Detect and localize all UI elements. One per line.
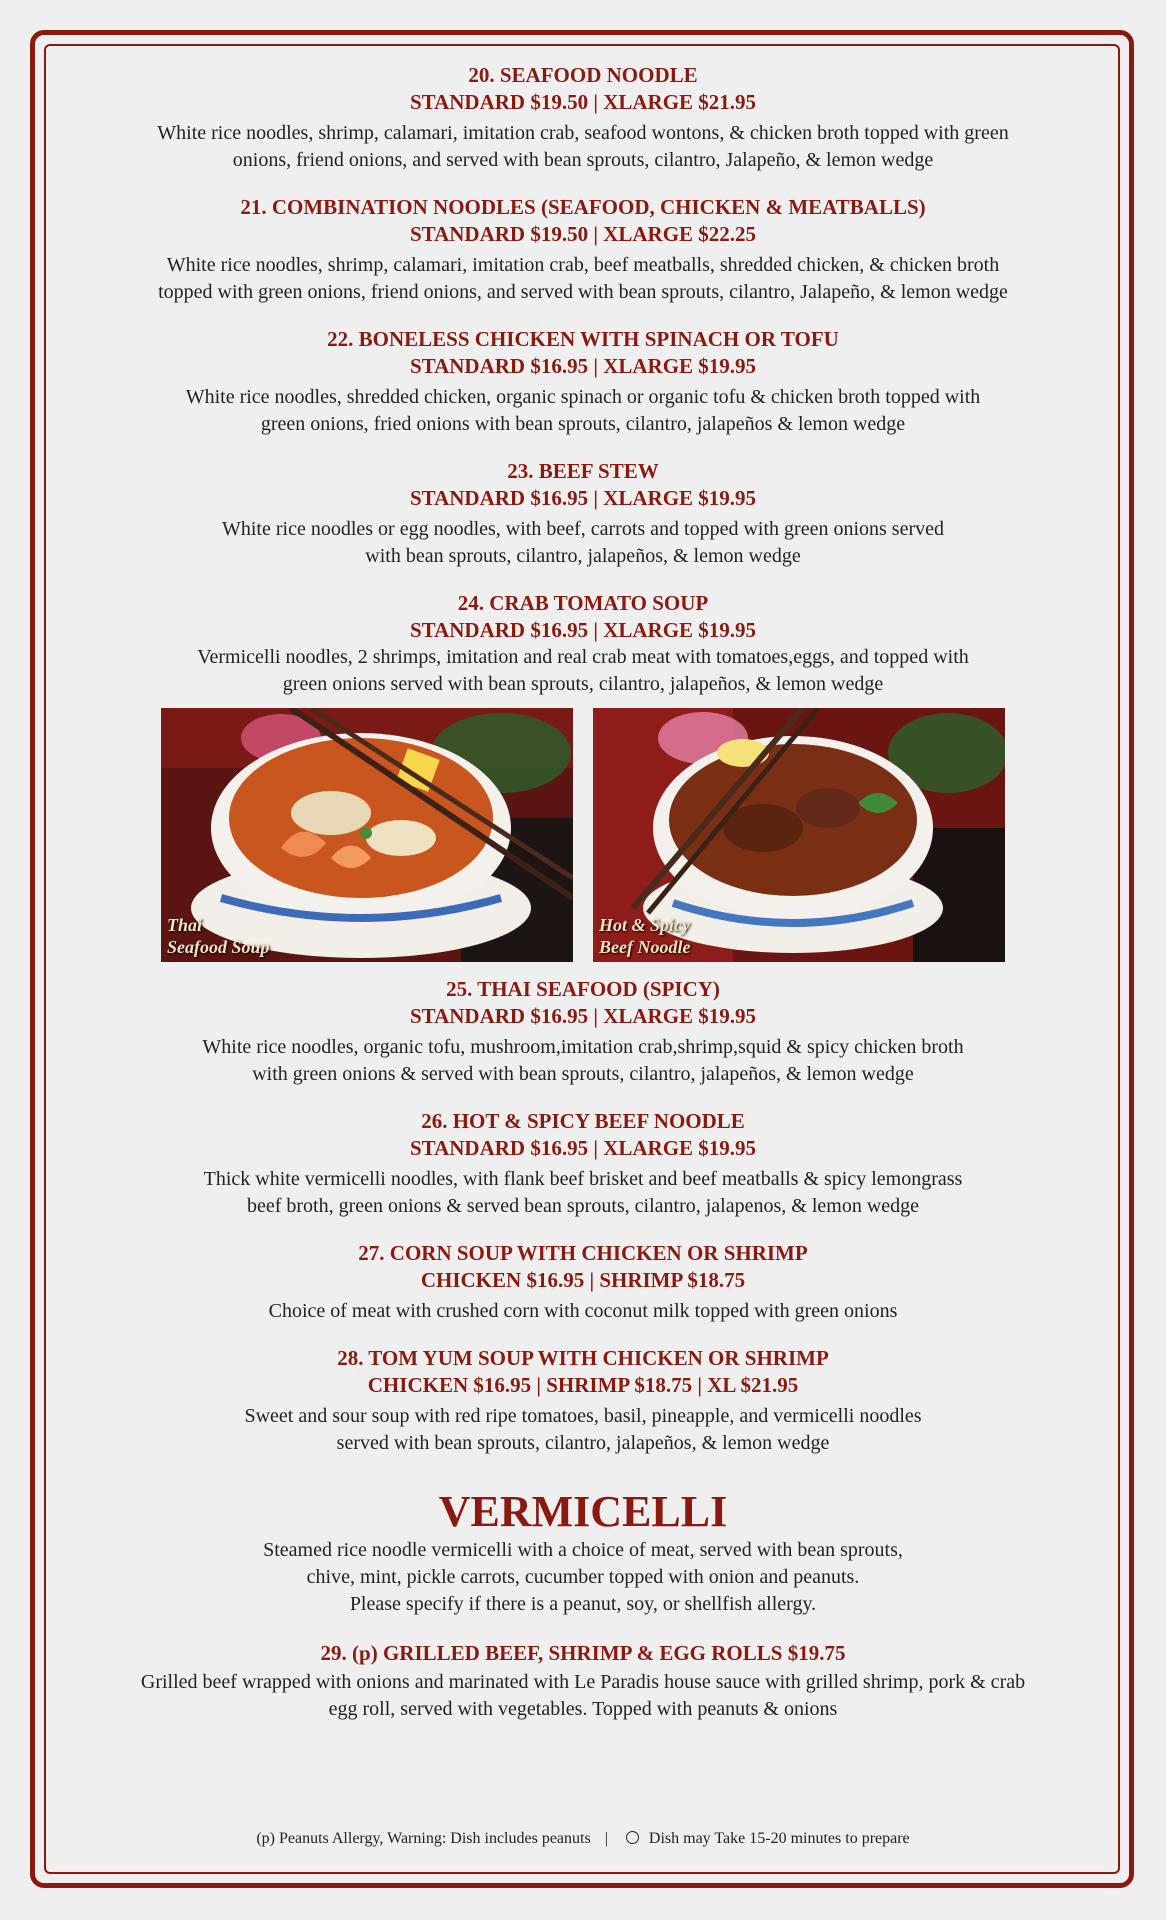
menu-item-28 [60, 1345, 1106, 1457]
item-price: STANDARD $16.95 | XLARGE $19.95 [409, 354, 757, 378]
item-title: 22. BONELESS CHICKEN WITH SPINACH OR TOFU [327, 327, 839, 351]
menu-item-24 [60, 590, 1106, 698]
menu-item-21 [60, 194, 1106, 306]
item-price: STANDARD $16.95 | XLARGE $19.95 [409, 1136, 757, 1160]
desc-line: White rice noodles, shredded chicken, organic spinach or organic tofu & chicken broth topped with [185, 386, 981, 408]
caption-line: Hot & Spicy [599, 915, 690, 935]
item-description [60, 1669, 1106, 1723]
item-description [60, 516, 1106, 570]
menu-item-26 [60, 1108, 1106, 1220]
photo-hot-spicy-beef-noodle [593, 708, 1005, 962]
item-description [60, 252, 1106, 306]
item-price: CHICKEN $16.95 | SHRIMP $18.75 [420, 1268, 746, 1292]
menu-item-27 [60, 1240, 1106, 1325]
menu-item-20 [60, 62, 1106, 174]
item-price: STANDARD $16.95 | XLARGE $19.95 [409, 618, 757, 642]
desc-line: egg roll, served with vegetables. Topped with peanuts & onions [328, 1698, 838, 1720]
desc-line: White rice noodles, shrimp, calamari, imitation crab, beef meatballs, shredded chicken, & chicken broth [166, 254, 1000, 276]
desc-line: topped with green onions, friend onions, and served with bean sprouts, cilantro, Jalapeño, & lemon wedge [158, 281, 1008, 303]
peanut-allergy-note: (p) Peanuts Allergy, Warning: Dish includes peanuts [256, 1830, 591, 1847]
item-price: CHICKEN $16.95 | SHRIMP $18.75 | XL $21.95 [367, 1373, 799, 1397]
item-description [60, 1034, 1106, 1088]
section-title-vermicelli: VERMICELLI [438, 1487, 728, 1536]
item-title: 27. CORN SOUP WITH CHICKEN OR SHRIMP [358, 1241, 808, 1265]
item-description [60, 1298, 1106, 1325]
item-title: 20. SEAFOOD NOODLE [468, 63, 698, 87]
item-description [60, 1403, 1106, 1457]
menu-item-25 [60, 976, 1106, 1088]
menu-footer [60, 1828, 1106, 1850]
photo-thai-seafood-soup [161, 708, 573, 962]
desc-line: White rice noodles, organic tofu, mushroom,imitation crab,shrimp,squid & spicy chicken broth [202, 1036, 964, 1058]
item-price: STANDARD $19.50 | XLARGE $21.95 [409, 90, 757, 114]
desc-line: green onions served with bean sprouts, cilantro, jalapeños, & lemon wedge [282, 673, 884, 695]
menu-item-23 [60, 458, 1106, 570]
desc-line: White rice noodles or egg noodles, with beef, carrots and topped with green onions served [221, 518, 944, 540]
desc-line: beef broth, green onions & served bean sprouts, cilantro, jalapenos, & lemon wedge [246, 1195, 920, 1217]
footer-separator: | [604, 1830, 608, 1847]
desc-line: Thick white vermicelli noodles, with flank beef brisket and beef meatballs & spicy lemongrass [203, 1168, 963, 1190]
item-title: 23. BEEF STEW [507, 459, 659, 483]
menu-item-22 [60, 326, 1106, 438]
desc-line: White rice noodles, shrimp, calamari, imitation crab, seafood wontons, & chicken broth topped with green [157, 122, 1009, 144]
desc-line: Steamed rice noodle vermicelli with a choice of meat, served with bean sprouts, [263, 1539, 903, 1561]
item-title: 21. COMBINATION NOODLES (SEAFOOD, CHICKEN & MEATBALLS) [240, 195, 926, 219]
section-description [60, 1537, 1106, 1618]
food-photos [60, 708, 1106, 962]
desc-line: with green onions & served with bean sprouts, cilantro, jalapeños, & lemon wedge [252, 1063, 914, 1085]
item-title: 29. (p) GRILLED BEEF, SHRIMP & EGG ROLLS $19.75 [320, 1641, 846, 1665]
item-title: 25. THAI SEAFOOD (SPICY) [446, 977, 720, 1001]
desc-line: Sweet and sour soup with red ripe tomatoes, basil, pineapple, and vermicelli noodles [244, 1405, 922, 1427]
desc-line: Vermicelli noodles, 2 shrimps, imitation and real crab meat with tomatoes,eggs, and topped with [197, 646, 969, 668]
menu-item-29 [60, 1640, 1106, 1723]
item-title: 26. HOT & SPICY BEEF NOODLE [421, 1109, 745, 1133]
item-description [60, 644, 1106, 698]
item-description [60, 120, 1106, 174]
item-price: STANDARD $16.95 | XLARGE $19.95 [409, 1004, 757, 1028]
item-description [60, 1166, 1106, 1220]
desc-line: served with bean sprouts, cilantro, jalapeños, & lemon wedge [336, 1432, 830, 1454]
desc-line: green onions, fried onions with bean sprouts, cilantro, jalapeños & lemon wedge [260, 413, 906, 435]
item-price: STANDARD $19.50 | XLARGE $22.25 [409, 222, 757, 246]
item-title: 28. TOM YUM SOUP WITH CHICKEN OR SHRIMP [337, 1346, 829, 1370]
item-title: 24. CRAB TOMATO SOUP [457, 591, 709, 615]
photo-caption [599, 914, 690, 958]
desc-line: chive, mint, pickle carrots, cucumber topped with onion and peanuts. [306, 1566, 860, 1588]
caption-line: Thai [167, 915, 203, 935]
desc-line: with bean sprouts, cilantro, jalapeños, & lemon wedge [365, 545, 801, 567]
item-description [60, 384, 1106, 438]
photo-caption [167, 914, 270, 958]
clock-icon [626, 1831, 639, 1844]
desc-line: onions, friend onions, and served with bean sprouts, cilantro, Jalapeño, & lemon wedge [232, 149, 934, 171]
caption-line: Seafood Soup [167, 937, 270, 957]
desc-line: Grilled beef wrapped with onions and marinated with Le Paradis house sauce with grilled shrimp, pork & crab [140, 1671, 1026, 1693]
menu-content [60, 62, 1106, 1743]
desc-line: Choice of meat with crushed corn with coconut milk topped with green onions [268, 1300, 898, 1322]
item-price: STANDARD $16.95 | XLARGE $19.95 [409, 486, 757, 510]
prep-time-note: Dish may Take 15-20 minutes to prepare [648, 1830, 910, 1847]
caption-line: Beef Noodle [599, 937, 691, 957]
desc-line: Please specify if there is a peanut, soy, or shellfish allergy. [349, 1593, 817, 1615]
